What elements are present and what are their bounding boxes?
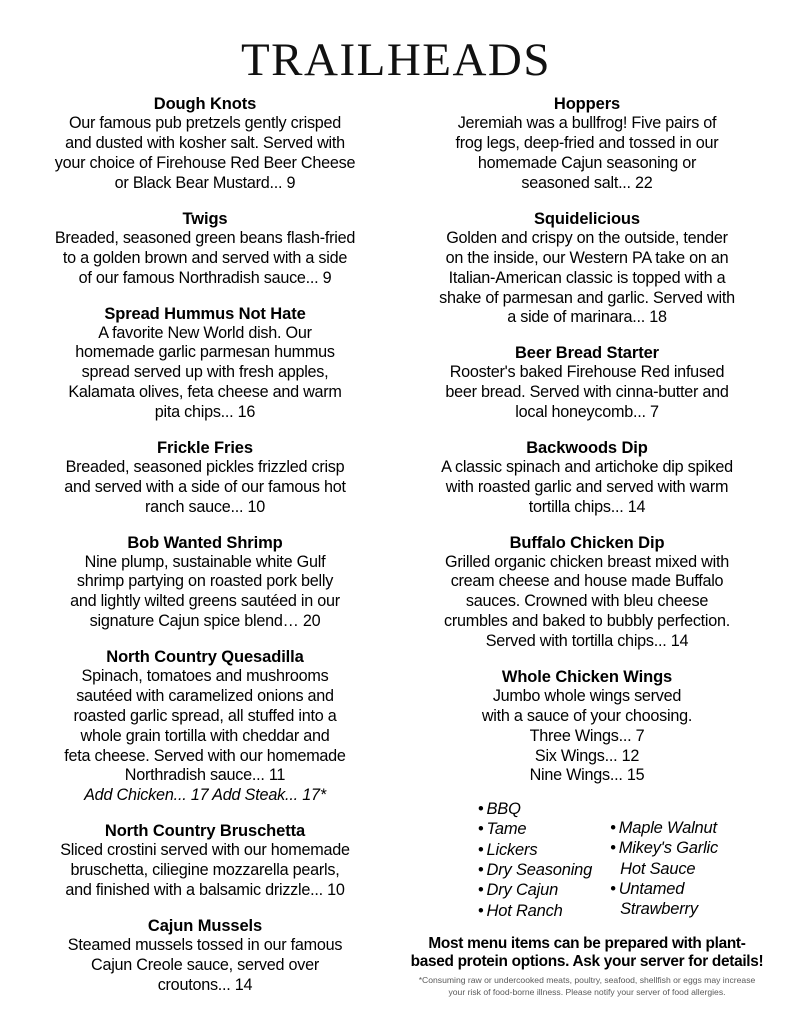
bullet-icon: • bbox=[477, 861, 484, 880]
menu-item-description: Golden and crispy on the outside, tender on the inside, our Western PA take on an Italian-American classic is topped with a shake of parmesan and garlic. Served with a side of marinara... 18 bbox=[439, 228, 735, 327]
menu-item bbox=[404, 533, 770, 652]
menu-item-name: North Country Bruschetta bbox=[104, 822, 306, 841]
wing-sauce-list bbox=[404, 799, 770, 921]
bullet-icon: • bbox=[610, 880, 616, 899]
page-title: TRAILHEADS bbox=[240, 34, 552, 86]
bullet-icon: • bbox=[477, 881, 484, 900]
menu-item bbox=[22, 209, 388, 289]
menu-item-description: Nine plump, sustainable white Gulf shrimp partying on roasted pork belly and lightly wilted greens sautéed in our signature Cajun spice blend… 20 bbox=[70, 552, 340, 631]
sauce-label: BBQ bbox=[486, 800, 521, 819]
plant-based-notice: Most menu items can be prepared with plant- based protein options. Ask your server for details! bbox=[410, 934, 764, 970]
sauce-list-item bbox=[610, 879, 718, 920]
menu-item-name: Squidelicious bbox=[534, 209, 640, 228]
menu-footer bbox=[404, 935, 770, 998]
menu-item bbox=[22, 304, 388, 423]
menu-item bbox=[22, 916, 388, 996]
menu-item-name: Twigs bbox=[182, 209, 228, 228]
menu-item-description: Spinach, tomatoes and mushrooms sautéed with caramelized onions and roasted garlic spread, all stuffed into a whole grain tortilla with cheddar and feta cheese. Served with our homemade Northradish sauce... 11 bbox=[64, 667, 346, 785]
sauce-list-item bbox=[478, 901, 592, 921]
menu-columns bbox=[0, 94, 792, 1010]
sauce-label: Dry Cajun bbox=[486, 881, 559, 900]
menu-item-description: Sliced crostini served with our homemade bruschetta, ciliegine mozzarella pearls, and finished with a balsamic drizzle... 10 bbox=[60, 841, 350, 899]
sauce-label: Maple Walnut bbox=[618, 819, 717, 838]
sauce-label: Mikey's Garlic Hot Sauce bbox=[618, 839, 719, 878]
menu-item-name: Dough Knots bbox=[153, 95, 257, 114]
menu-item bbox=[22, 438, 388, 518]
menu-item-description: Rooster's baked Firehouse Red infused beer bread. Served with cinna-butter and local honeycomb... 7 bbox=[445, 363, 729, 421]
menu-item-name: Spread Hummus Not Hate bbox=[104, 304, 306, 323]
menu-item-name: Bob Wanted Shrimp bbox=[127, 533, 283, 552]
sauce-label: Tame bbox=[486, 820, 527, 839]
bullet-icon: • bbox=[610, 839, 616, 858]
menu-item bbox=[22, 647, 388, 806]
menu-item-name: Beer Bread Starter bbox=[514, 344, 660, 363]
sauce-list-item bbox=[478, 840, 592, 860]
menu-item-name: Cajun Mussels bbox=[147, 916, 263, 935]
menu-item bbox=[404, 667, 770, 786]
menu-item-name: Buffalo Chicken Dip bbox=[509, 533, 665, 552]
menu-column-left bbox=[22, 94, 396, 1010]
menu-item bbox=[404, 94, 770, 194]
sauce-label: Untamed Strawberry bbox=[618, 880, 698, 919]
sauce-label: Hot Ranch bbox=[486, 901, 563, 920]
sauce-column-one bbox=[478, 799, 592, 921]
bullet-icon: • bbox=[477, 800, 484, 819]
sauce-list-item bbox=[478, 860, 592, 880]
menu-item-description: Breaded, seasoned green beans flash-fried to a golden brown and served with a side of our famous Northradish sauce... 9 bbox=[54, 228, 356, 287]
menu-item-name: Frickle Fries bbox=[157, 438, 253, 457]
menu-item-description: Breaded, seasoned pickles frizzled crisp and served with a side of our famous hot ranch sauce... 10 bbox=[64, 457, 346, 516]
menu-item-description: Our famous pub pretzels gently crisped and dusted with kosher salt. Served with your choice of Firehouse Red Beer Cheese or Black Bear Mustard... 9 bbox=[54, 114, 356, 192]
menu-item-description: Grilled organic chicken breast mixed with cream cheese and house made Buffalo sauces. Crowned with bleu cheese crumbles and baked to bubbly perfection. Served with tortilla chips... 14 bbox=[443, 552, 731, 650]
sauce-list-item bbox=[610, 818, 718, 838]
sauce-list-item bbox=[478, 880, 592, 900]
menu-item bbox=[22, 533, 388, 633]
menu-column-right bbox=[396, 94, 770, 997]
menu-item-description: Steamed mussels tossed in our famous Cajun Creole sauce, served over croutons... 14 bbox=[67, 935, 343, 994]
menu-item bbox=[404, 438, 770, 518]
sauce-label: Lickers bbox=[486, 840, 538, 859]
menu-item-description: A favorite New World dish. Our homemade garlic parmesan hummus spread served up with fresh apples, Kalamata olives, feta cheese and warm pita chips... 16 bbox=[68, 323, 342, 421]
menu-item-description: Jeremiah was a bullfrog! Five pairs of frog legs, deep-fried and tossed in our homemade Cajun seasoning or seasoned salt... 22 bbox=[455, 114, 719, 192]
sauce-list-item bbox=[478, 819, 592, 839]
menu-item-name: North Country Quesadilla bbox=[106, 648, 304, 666]
menu-item-name: Backwoods Dip bbox=[526, 438, 648, 457]
sauce-column-two bbox=[610, 799, 718, 921]
bullet-icon: • bbox=[477, 820, 484, 839]
menu-item-name: Hoppers bbox=[553, 95, 621, 114]
menu-item-description: Jumbo whole wings served with a sauce of your choosing. Three Wings... 7 Six Wings... 12 Nine Wings... 15 bbox=[481, 686, 693, 785]
sauce-list-item bbox=[478, 799, 592, 819]
menu-item-addons: Add Chicken... 17 Add Steak... 17* bbox=[84, 786, 326, 805]
bullet-icon: • bbox=[477, 901, 484, 920]
menu-item-description: A classic spinach and artichoke dip spiked with roasted garlic and served with warm tortilla chips... 14 bbox=[441, 457, 733, 516]
bullet-icon: • bbox=[477, 840, 484, 859]
menu-item bbox=[404, 209, 770, 328]
bullet-icon: • bbox=[610, 819, 616, 838]
sauce-list-item bbox=[610, 838, 718, 879]
menu-item-name: Whole Chicken Wings bbox=[501, 667, 673, 686]
menu-item bbox=[404, 343, 770, 423]
menu-item bbox=[22, 821, 388, 901]
health-disclaimer: *Consuming raw or undercooked meats, poultry, seafood, shellfish or eggs may increase your risk of food-borne illness. Please notify your server of food allergies. bbox=[418, 974, 756, 997]
sauce-label: Dry Seasoning bbox=[486, 861, 593, 880]
menu-item bbox=[22, 94, 388, 194]
